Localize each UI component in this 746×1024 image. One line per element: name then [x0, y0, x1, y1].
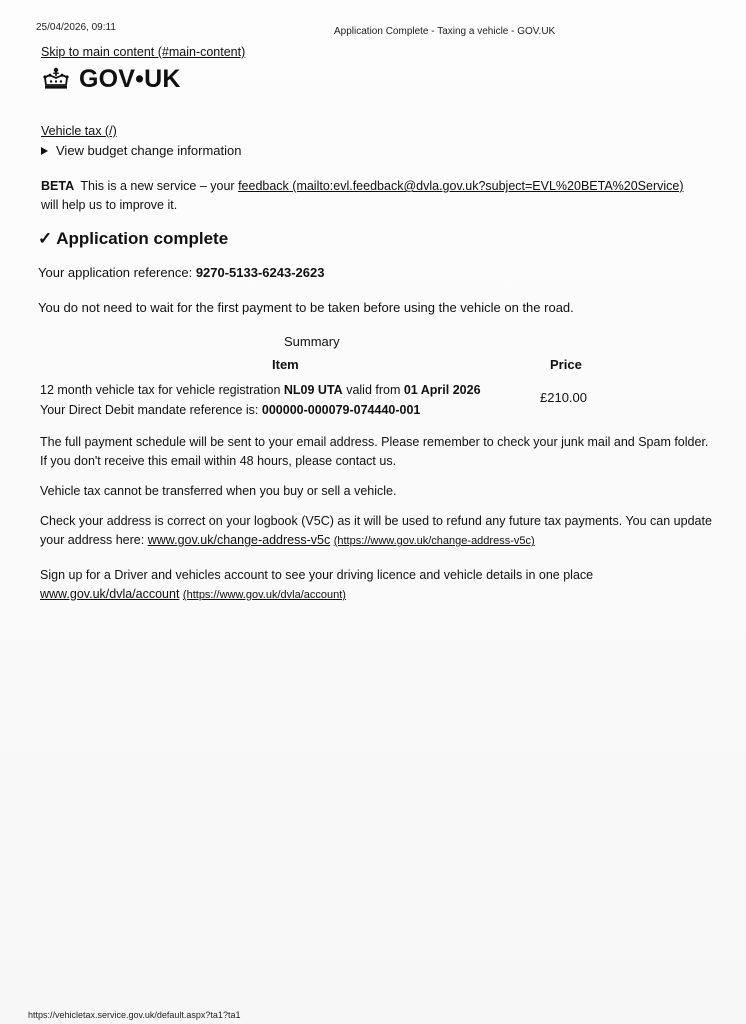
beta-tag: BETA [41, 179, 75, 193]
address-notice [40, 512, 715, 551]
beta-text: This is a new service – your [80, 179, 235, 193]
change-address-link[interactable]: www.gov.uk/change-address-v5c [147, 533, 331, 547]
beta-text-after: will help us to improve it. [41, 198, 178, 212]
beta-banner [41, 177, 731, 215]
print-page-title: Application Complete - Taxing a vehicle - GOV.UK [334, 26, 556, 37]
summary-caption: Summary [284, 334, 340, 349]
service-name-link[interactable]: Vehicle tax (/) [41, 124, 117, 138]
feedback-link[interactable]: feedback (mailto:evl.feedback@dvla.gov.uk?subject=EVL%20BETA%20Service) [238, 179, 684, 193]
details-label: View budget change information [56, 143, 242, 158]
check-icon: ✓ [38, 229, 53, 248]
print-date: 25/04/2026, 09:11 [36, 22, 116, 33]
table-row-description [40, 380, 481, 420]
dvla-account-url: (https://www.gov.uk/dvla/account) [182, 589, 346, 601]
account-text: Sign up for a Driver and vehicles account to see your driving licence and vehicle details in one place [40, 568, 594, 582]
govuk-logo-text: GOV•UK [79, 64, 181, 93]
row-desc-part2: valid from [346, 383, 401, 397]
triangle-right-icon [41, 147, 48, 155]
mandate-reference: 000000-000079-074440-001 [261, 403, 421, 417]
change-address-url: (https://www.gov.uk/change-address-v5c) [333, 535, 535, 547]
print-header [36, 22, 706, 38]
crown-icon [41, 66, 71, 92]
skip-to-main-link[interactable]: Skip to main content (#main-content) [41, 45, 246, 59]
account-notice [40, 566, 715, 605]
print-footer-url: https://vehicletax.service.gov.uk/default.aspx?ta1?ta1 [28, 1010, 241, 1020]
row-desc-part1: 12 month vehicle tax for vehicle registration [40, 383, 281, 397]
valid-from-date: 01 April 2026 [403, 383, 481, 397]
address-text: Check your address is correct on your logbook (V5C) as it will be used to refund any future tax payments. You can update your address here: [40, 514, 712, 547]
column-header-item: Item [272, 357, 299, 372]
confirmation-heading [38, 229, 228, 249]
no-wait-notice: You do not need to wait for the first payment to be taken before using the vehicle on the road. [38, 300, 574, 315]
budget-change-details-toggle[interactable] [41, 143, 242, 158]
payment-schedule-notice: The full payment schedule will be sent to your email address. Please remember to check your junk mail and Spam folder. If you don't receive this email within 48 hours, please contact us. [40, 435, 709, 468]
page-title: Application complete [56, 229, 229, 248]
dvla-account-link[interactable]: www.gov.uk/dvla/account [40, 587, 180, 601]
table-row-price: £210.00 [540, 390, 587, 405]
reference-value: 9270-5133-6243-2623 [195, 265, 325, 280]
column-header-price: Price [550, 357, 582, 372]
reference-label: Your application reference: [38, 265, 193, 280]
vehicle-registration: NL09 UTA [283, 383, 343, 397]
transfer-notice: Vehicle tax cannot be transferred when you buy or sell a vehicle. [40, 484, 397, 498]
application-reference [38, 265, 324, 280]
mandate-label: Your Direct Debit mandate reference is: [40, 403, 259, 417]
govuk-logo[interactable] [41, 63, 181, 95]
